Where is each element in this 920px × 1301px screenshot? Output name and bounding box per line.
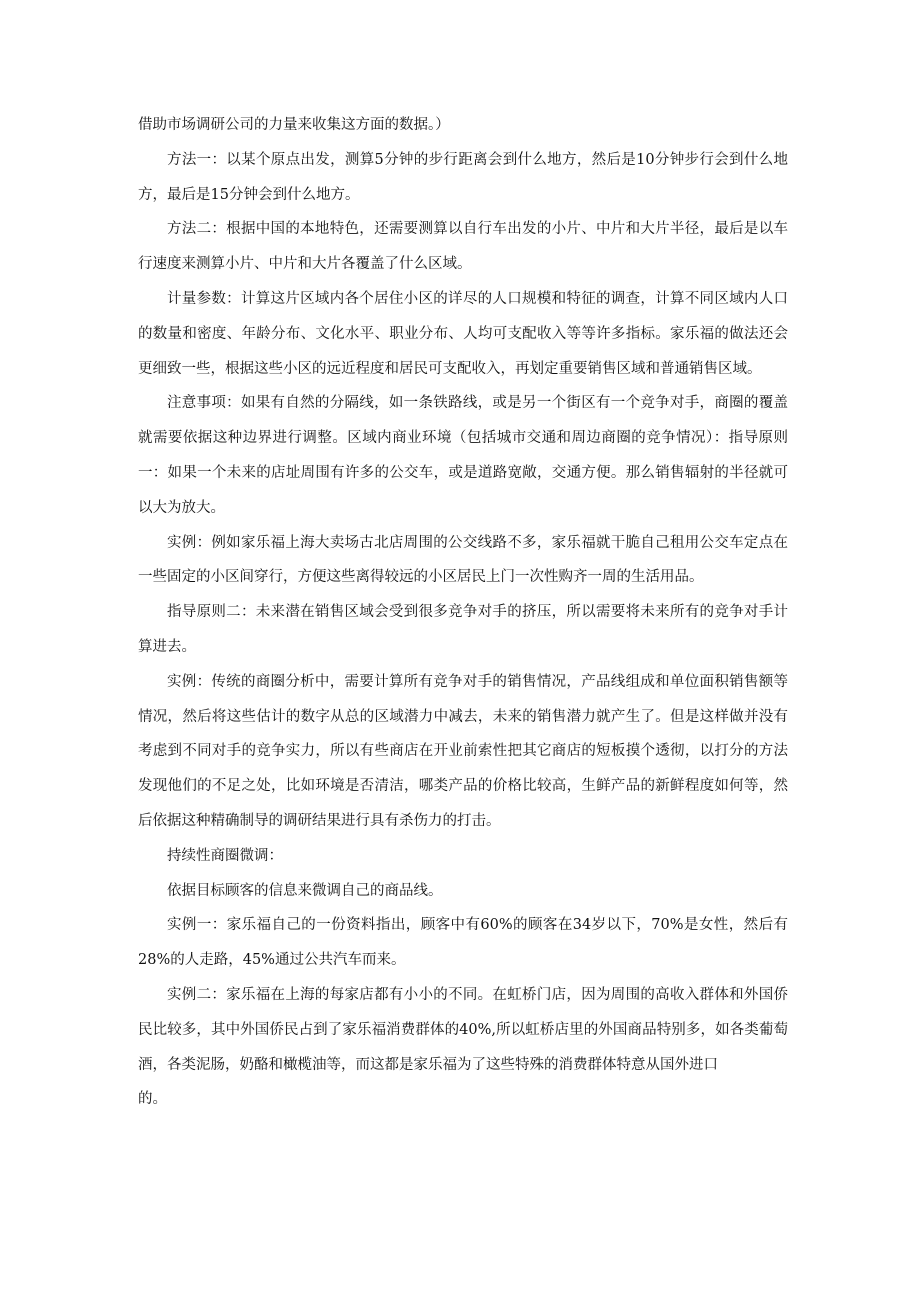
paragraph-adjust-product-line: 依据目标顾客的信息来微调自己的商品线。 — [167, 882, 443, 899]
paragraph-method-two: 方法二：根据中国的本地特色，还需要测算以自行车出发的小片、中片和大片半径，最后是以车行速度来测算小片、中片和大片各覆盖了什么区域。 — [138, 221, 788, 273]
paragraph-example-one-demographics: 实例一：家乐福自己的一份资料指出，顾客中有60%的顾客在34岁以下，70%是女性，然后有28%的人走路，45%通过公共汽车而来。 — [138, 917, 788, 969]
paragraph-measurement-parameters: 计量参数：计算这片区域内各个居住小区的详尽的人口规模和特征的调查，计算不同区域内人口的数量和密度、年龄分布、文化水平、职业分布、人均可支配收入等等许多指标。家乐福的做法还会更细致一些，根据这些小区的远近程度和居民可支配收入，再划定重要销售区域和普通销售区域。 — [138, 290, 788, 377]
paragraph-example-two-hongqiao: 实例二：家乐福在上海的每家店都有小小的不同。在虹桥门店，因为周围的高收入群体和外国侨民比较多，其中外国侨民占到了家乐福消费群体的40%,所以虹桥店里的外国商品特别多，如各类葡萄酒，各类泥肠，奶酪和橄榄油等，而这都是家乐福为了这些特殊的消费群体特意从国外进口 — [138, 986, 788, 1073]
paragraph-precautions: 注意事项：如果有自然的分隔线，如一条铁路线，或是另一个街区有一个竞争对手，商圈的覆盖就需要依据这种边界进行调整。区域内商业环境（包括城市交通和周边商圈的竞争情况）：指导原则一：如果一个未来的店址周围有许多的公交车，或是道路宽敞，交通方便。那么销售辐射的半径就可以大为放大。 — [138, 395, 788, 516]
paragraph-continuous-adjustment-heading: 持续性商圈微调： — [167, 847, 283, 864]
document-body — [138, 108, 788, 1117]
paragraph-survey-note: 借助市场调研公司的力量来收集这方面的数据。） — [138, 117, 450, 133]
paragraph-example-gubei: 实例：例如家乐福上海大卖场古北店周围的公交线路不多，家乐福就干脆自己租用公交车定点在一些固定的小区间穿行，方便这些离得较远的小区居民上门一次性购齐一周的生活用品。 — [138, 534, 788, 586]
paragraph-example-competition: 实例：传统的商圈分析中，需要计算所有竞争对手的销售情况，产品线组成和单位面积销售额等情况，然后将这些估计的数字从总的区域潜力中减去，未来的销售潜力就产生了。但是这样做并没有考虑到不同对手的竞争实力，所以有些商店在开业前索性把其它商店的短板摸个透彻，以打分的方法发现他们的不足之处，比如环境是否清洁，哪类产品的价格比较高，生鲜产品的新鲜程度如何等，然后依据这种精确制导的调研结果进行具有杀伤力的打击。 — [138, 673, 788, 829]
paragraph-guideline-two: 指导原则二：未来潜在销售区域会受到很多竞争对手的挤压，所以需要将未来所有的竞争对手计算进去。 — [138, 604, 788, 655]
paragraph-trailing-fragment: 的。 — [138, 1091, 167, 1108]
paragraph-method-one: 方法一：以某个原点出发，测算5分钟的步行距离会到什么地方，然后是10分钟步行会到什么地方，最后是15分钟会到什么地方。 — [138, 151, 788, 203]
